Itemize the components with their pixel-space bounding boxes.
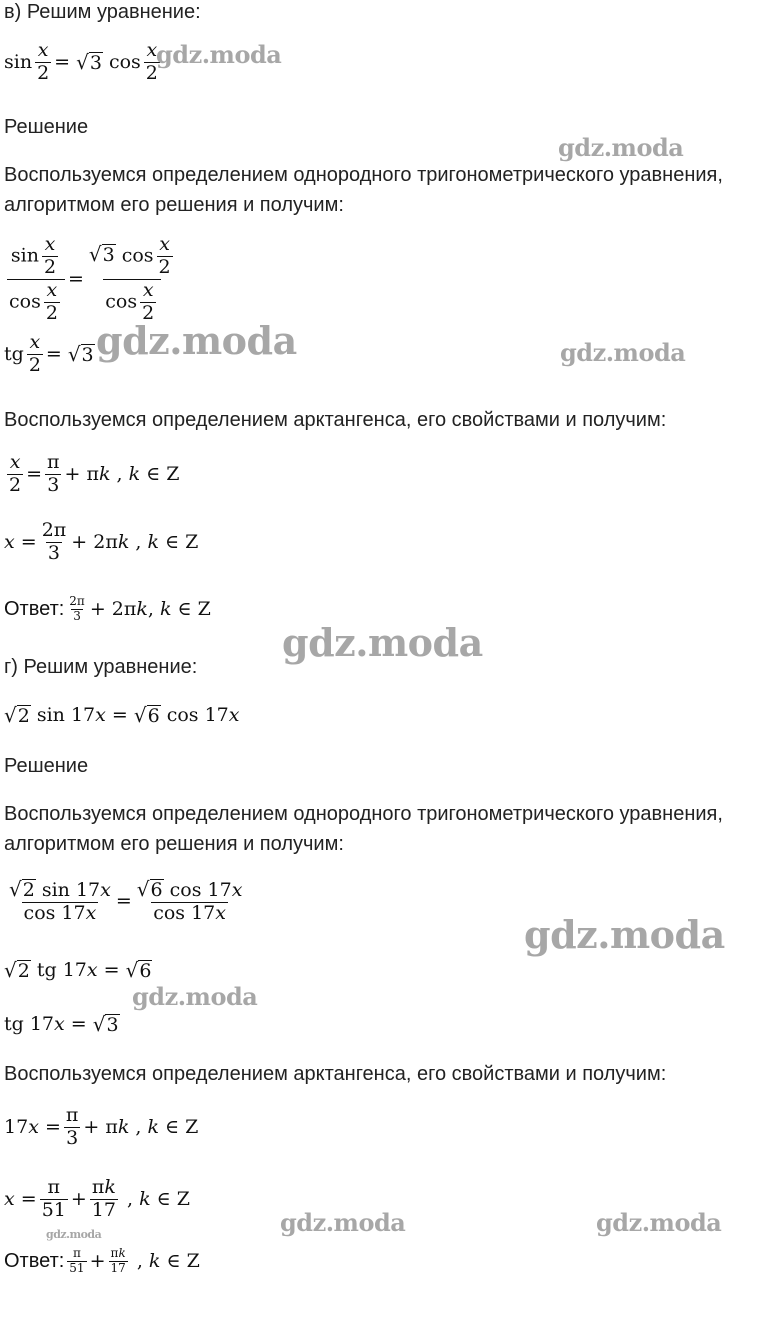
part-v-intro-line1: Воспользуемся определением однородного тригонометрического уравнения,: [4, 164, 723, 186]
part-g-ratio-equation: √ 2 sin 17x cos 17x = √ 6 cos 17x cos 17x: [9, 877, 243, 924]
part-g-equation: √ 2 sin 17x = √ 6 cos 17x: [4, 703, 240, 728]
part-g-answer: Ответ: $\frac{\pi}{51}$ + $\frac{\pi k}{17}$ , k ∈ Z: [4, 1246, 200, 1275]
part-g-solution-label: Решение: [4, 755, 89, 777]
part-v-answer: Ответ: $\frac{2\pi}{3}$ + 2πk, k ∈ Z: [4, 594, 211, 623]
part-v-ratio-equation: sin $\frac{x}{2}$ cos $\frac{x}{2}$ = √ 3 cos $\frac{x}{2}$ cos $\frac{x}{2}$: [9, 233, 171, 324]
watermark: gdz.moda: [156, 40, 282, 69]
watermark: gdz.moda: [558, 133, 684, 162]
part-v-arctan-text: Воспользуемся определением арктангенса, его свойствами и получим:: [4, 409, 667, 431]
part-v-answer-label: Ответ:: [4, 597, 65, 620]
part-v-equation: sin $\frac{x}{2}$ = √ 3 cos $\frac{x}{2}$: [4, 39, 158, 84]
part-g-arctan-text: Воспользуемся определением арктангенса, его свойствами и получим:: [4, 1063, 667, 1085]
watermark: gdz.moda: [46, 1228, 102, 1241]
watermark: gdz.moda: [596, 1208, 722, 1237]
watermark: gdz.moda: [280, 1208, 406, 1237]
watermark: gdz.moda: [560, 338, 686, 367]
part-v-heading: в) Решим уравнение:: [4, 1, 201, 23]
part-g-tangent-result: tg 17x = √ 3: [4, 1012, 119, 1037]
part-v-intro-line2: алгоритмом его решения и получим:: [4, 194, 344, 216]
part-v-general-solution-half: $\frac{x}{2}$ = $\frac{\pi}{3}$ + πk , k ∈ Z: [9, 451, 180, 496]
part-g-general-solution-17x: 17x = $\frac{\pi}{3}$ + πk , k ∈ Z: [4, 1104, 199, 1149]
part-g-heading: г) Решим уравнение:: [4, 656, 198, 678]
part-g-answer-label: Ответ:: [4, 1249, 65, 1272]
part-g-general-solution: x = $\frac{\pi}{51}$ + $\frac{\pi k}{17}$ , k ∈ Z: [4, 1176, 190, 1221]
watermark: gdz.moda: [132, 982, 258, 1011]
part-g-intro-line1: Воспользуемся определением однородного тригонометрического уравнения,: [4, 803, 723, 825]
part-g-tangent-equation: √ 2 tg 17x = √ 6: [4, 958, 152, 983]
watermark: gdz.moda: [96, 318, 297, 363]
part-g-intro-line2: алгоритмом его решения и получим:: [4, 833, 344, 855]
part-v-tangent-equation: tg $\frac{x}{2}$ = √ 3: [4, 331, 94, 376]
watermark: gdz.moda: [282, 620, 483, 665]
watermark: gdz.moda: [524, 912, 725, 957]
part-v-general-solution: x = $\frac{2\pi}{3}$ + 2πk , k ∈ Z: [4, 519, 199, 564]
part-v-solution-label: Решение: [4, 116, 89, 138]
